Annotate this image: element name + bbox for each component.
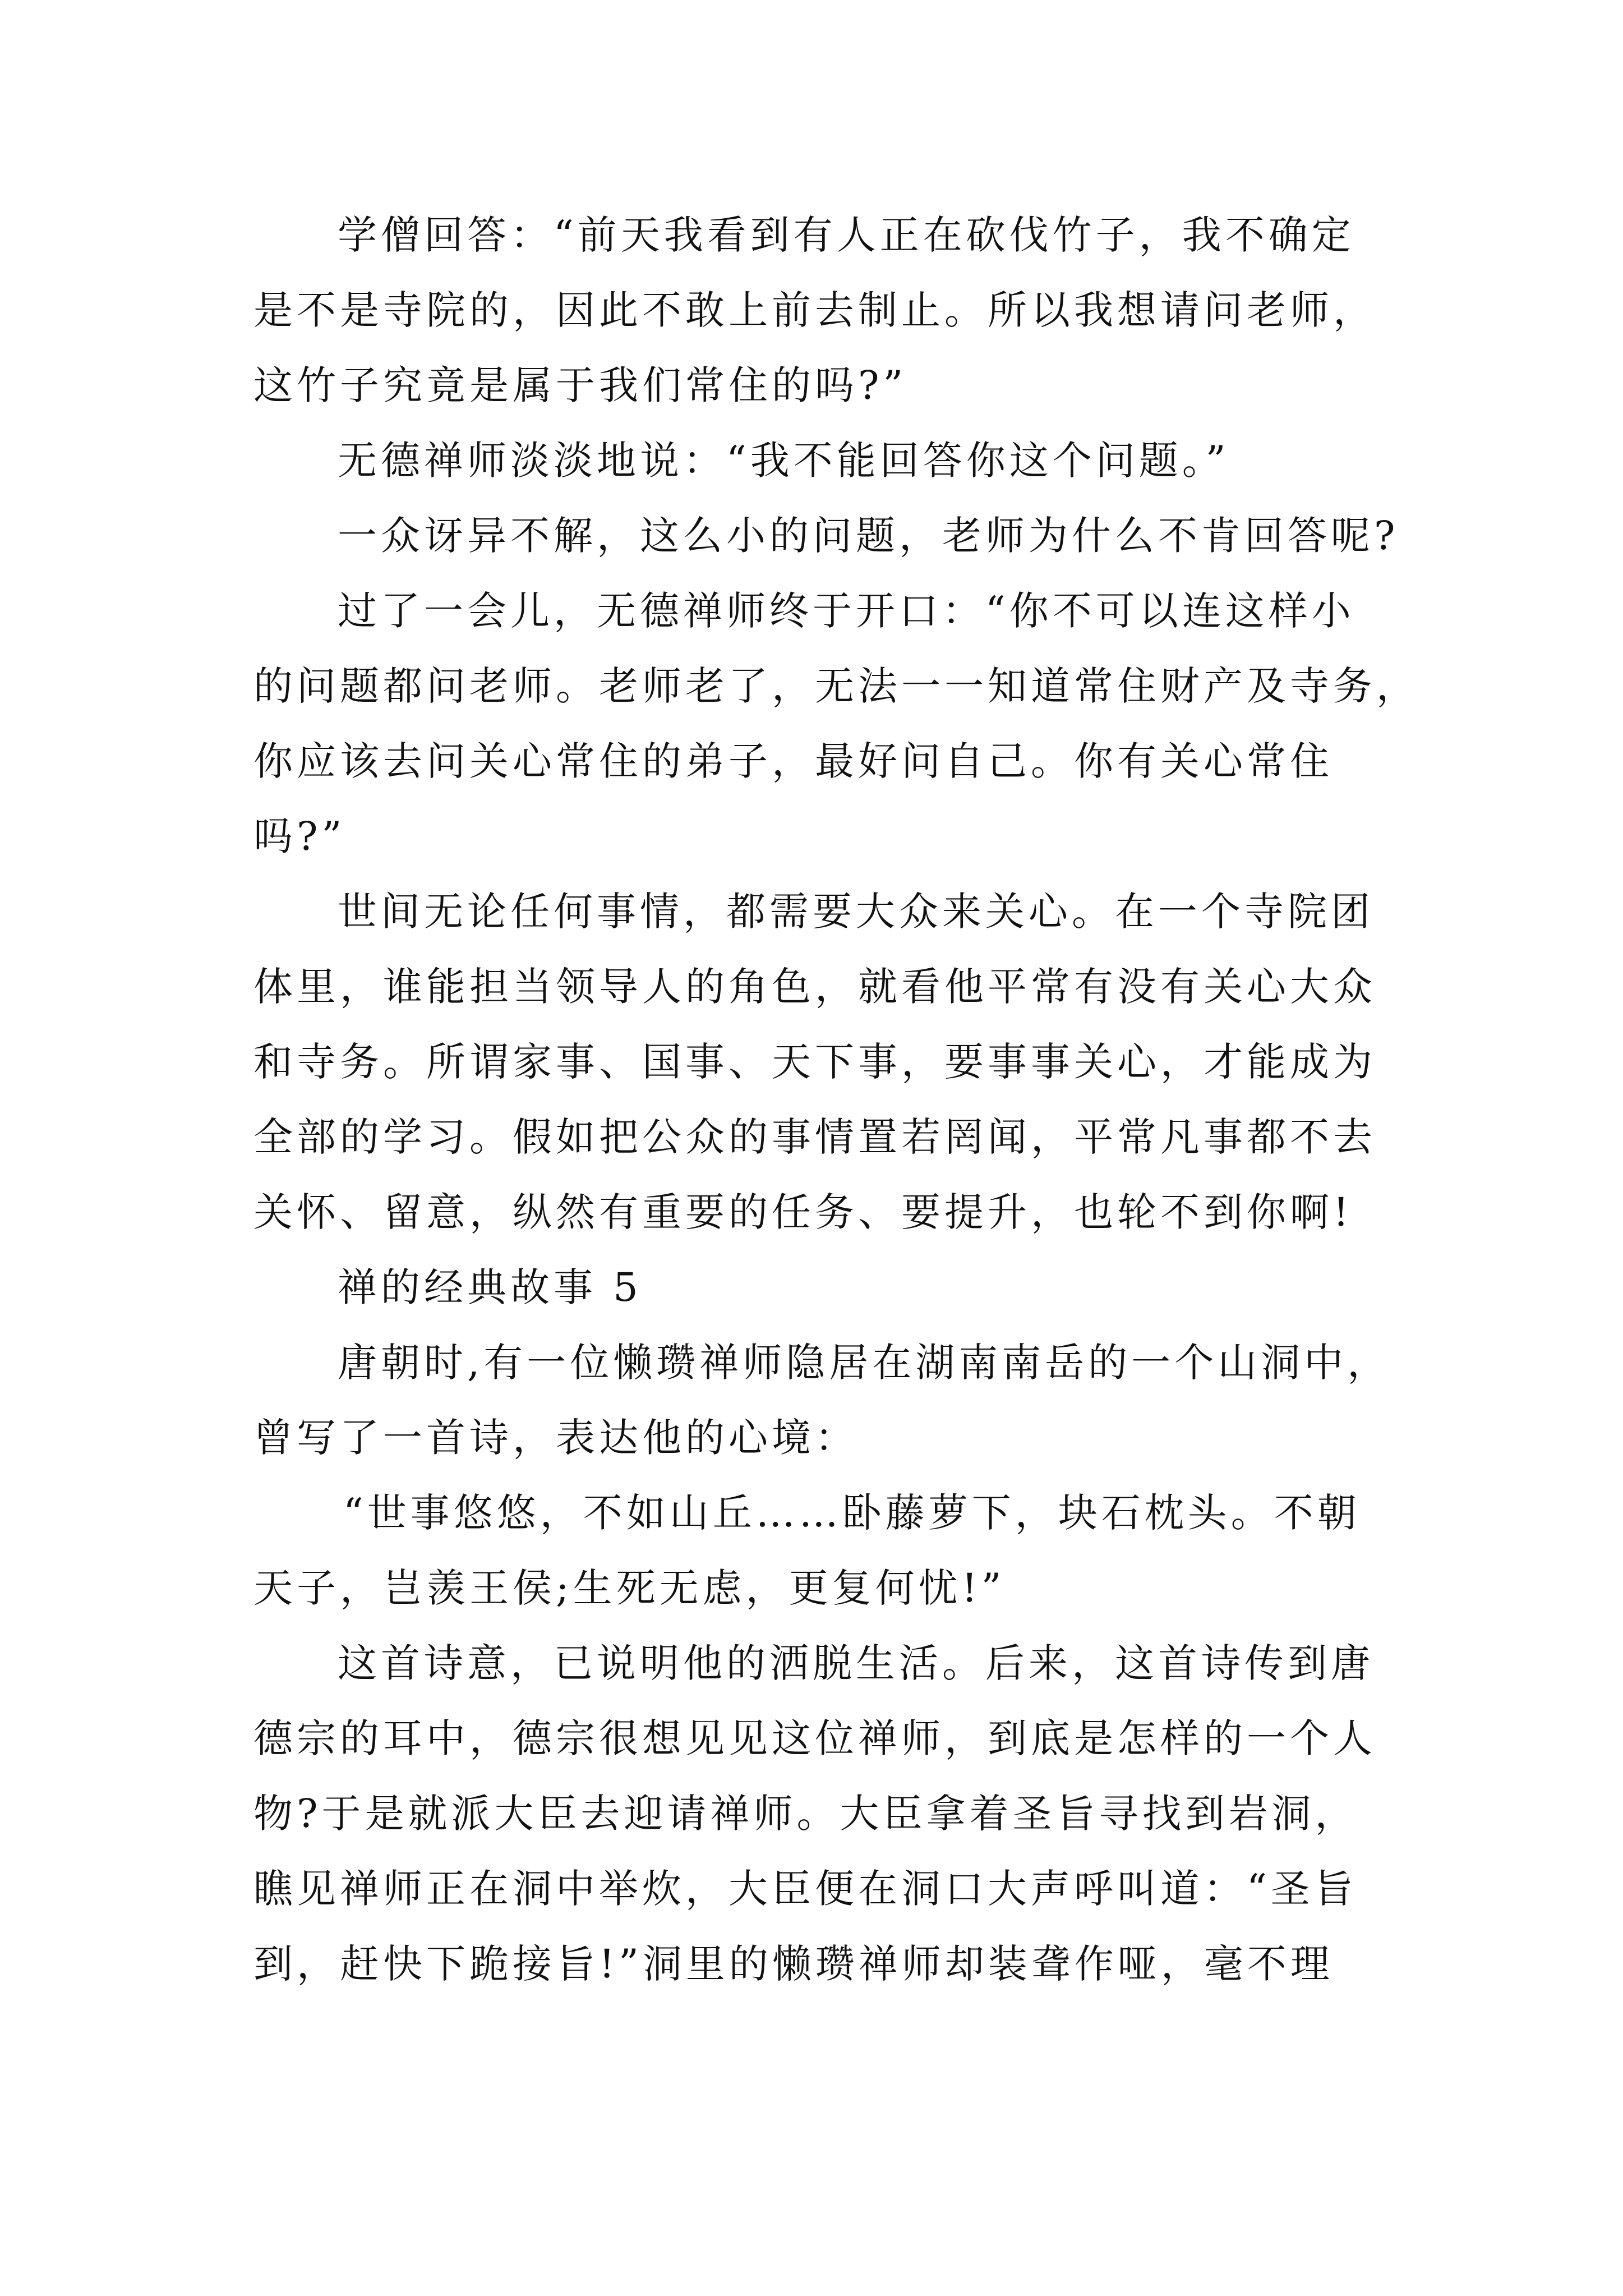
text-line: 无德禅师淡淡地说：“我不能回答你这个问题。”	[338, 438, 1230, 484]
section-heading: 禅的经典故事 5	[338, 1264, 642, 1310]
text-line: 这竹子究竟是属于我们常住的吗?”	[253, 362, 907, 408]
text-line: 体里，谁能担当领导人的角色，就看他平常有没有关心大众	[253, 964, 1376, 1010]
text-line: 唐朝时,有一位懒瓒禅师隐居在湖南南岳的一个山洞中，	[338, 1340, 1391, 1386]
poem-line: 天子，岂羡王侯;生死无虑，更复何忧!”	[253, 1565, 1006, 1611]
text-line: 到，赶快下跪接旨!”洞里的懒瓒禅师却装聋作哑，毫不理	[253, 1941, 1334, 1987]
document-body	[253, 197, 1419, 2001]
text-line: 物?于是就派大臣去迎请禅师。大臣拿着圣旨寻找到岩洞，	[253, 1791, 1358, 1837]
text-line: 和寺务。所谓家事、国事、天下事，要事事关心，才能成为	[253, 1039, 1376, 1085]
text-line: 德宗的耳中，德宗很想见见这位禅师，到底是怎样的一个人	[253, 1715, 1376, 1761]
text-line: 是不是寺院的，因此不敢上前去制止。所以我想请问老师，	[253, 287, 1376, 333]
text-line: 瞧见禅师正在洞中举炊，大臣便在洞口大声呼叫道：“圣旨	[253, 1866, 1357, 1912]
text-line: 学僧回答：“前天我看到有人正在砍伐竹子，我不确定	[338, 212, 1355, 258]
text-line: 这首诗意，已说明他的洒脱生活。后来，这首诗传到唐	[338, 1640, 1374, 1686]
poem-line: “世事悠悠，不如山丘……卧藤萝下，块石枕头。不朝	[343, 1490, 1361, 1536]
text-line: 你应该去问关心常住的弟子，最好问自己。你有关心常住	[253, 738, 1333, 784]
text-line: 全部的学习。假如把公众的事情置若罔闻，平常凡事都不去	[253, 1114, 1376, 1160]
text-line: 过了一会儿，无德禅师终于开口：“你不可以连这样小	[338, 588, 1355, 634]
text-line: 世间无论任何事情，都需要大众来关心。在一个寺院团	[338, 889, 1374, 935]
text-line: 吗?”	[253, 813, 346, 859]
text-line: 关怀、留意，纵然有重要的任务、要提升，也轮不到你啊!	[253, 1189, 1353, 1235]
text-line: 的问题都问老师。老师老了，无法一一知道常住财产及寺务，	[253, 663, 1419, 709]
text-line: 曾写了一首诗，表达他的心境：	[253, 1415, 858, 1461]
text-line: 一众讶异不解，这么小的问题，老师为什么不肯回答呢?	[338, 513, 1399, 559]
